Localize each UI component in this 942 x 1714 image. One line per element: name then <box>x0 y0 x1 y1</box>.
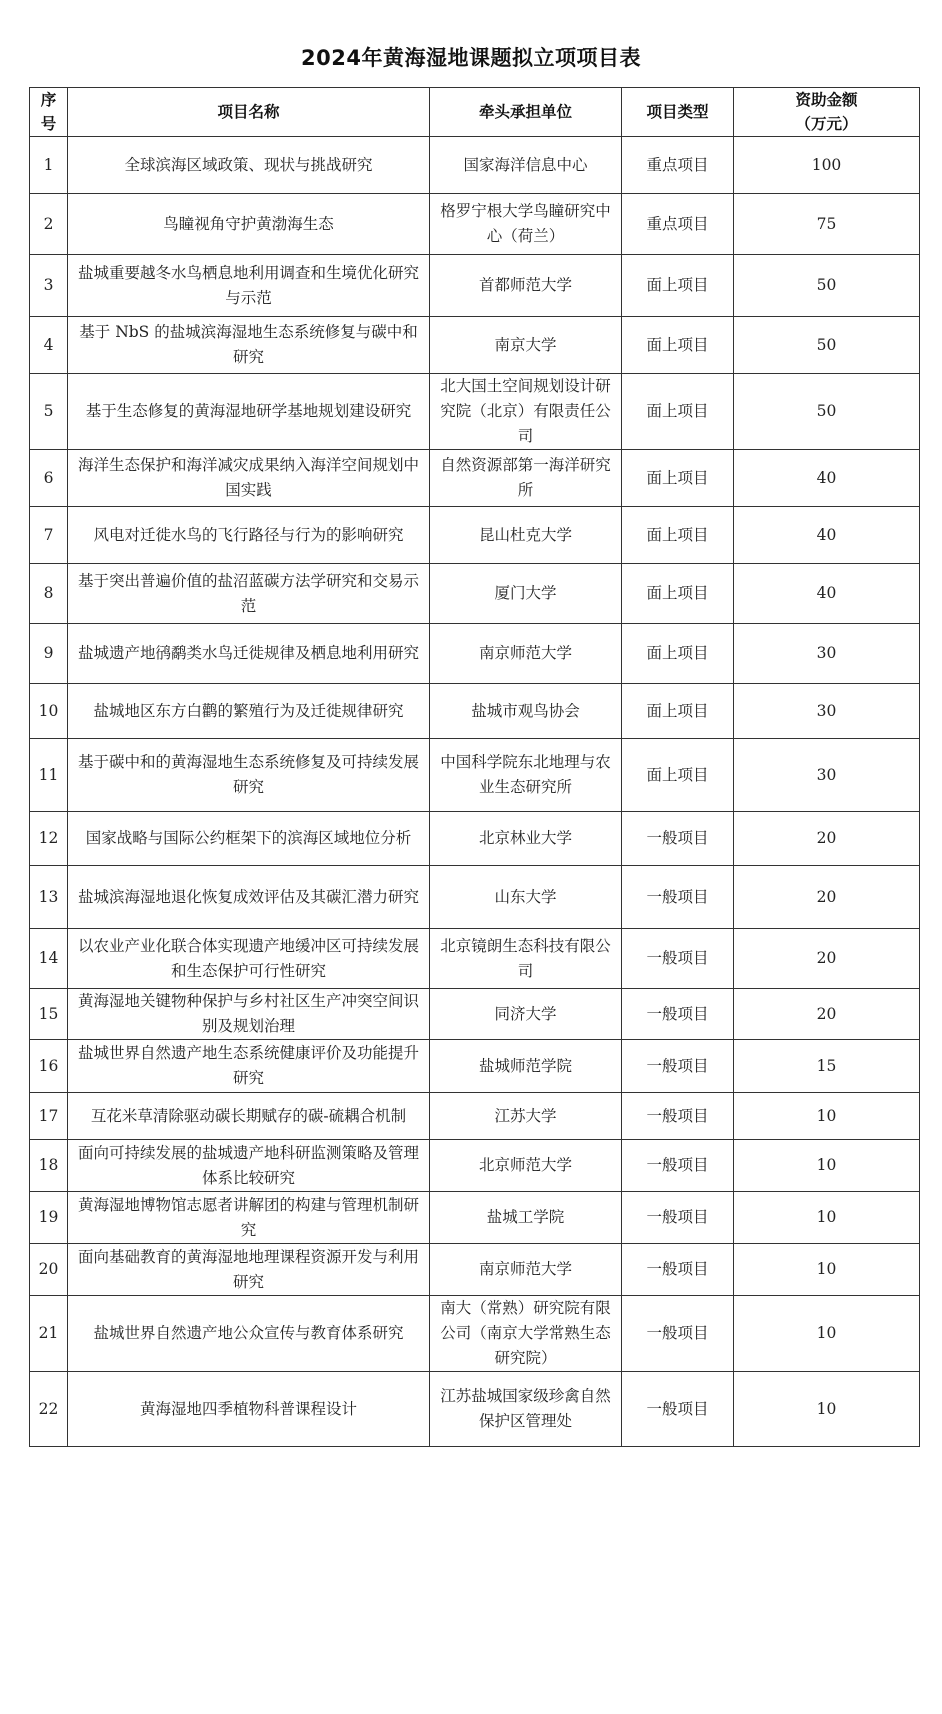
row-funding-amount: 20 <box>734 866 920 929</box>
row-project-type: 一般项目 <box>622 1140 734 1192</box>
row-lead-unit: 江苏盐城国家级珍禽自然保护区管理处 <box>430 1372 622 1447</box>
row-project-name: 盐城重要越冬水鸟栖息地利用调查和生境优化研究与示范 <box>68 255 430 317</box>
row-funding-amount: 20 <box>734 929 920 989</box>
row-project-name: 黄海湿地关键物种保护与乡村社区生产冲突空间识别及规划治理 <box>68 989 430 1040</box>
row-funding-amount: 50 <box>734 374 920 450</box>
table-row <box>30 1372 920 1447</box>
row-funding-amount: 50 <box>734 255 920 317</box>
row-index: 1 <box>30 137 68 194</box>
table-row <box>30 1140 920 1192</box>
row-index: 15 <box>30 989 68 1040</box>
row-index: 8 <box>30 564 68 624</box>
table-header-row <box>30 88 920 137</box>
row-project-type: 一般项目 <box>622 1244 734 1296</box>
row-index: 6 <box>30 450 68 507</box>
table-row <box>30 1296 920 1372</box>
row-project-type: 一般项目 <box>622 1372 734 1447</box>
row-index: 19 <box>30 1192 68 1244</box>
row-project-name: 基于碳中和的黄海湿地生态系统修复及可持续发展研究 <box>68 739 430 812</box>
row-index: 21 <box>30 1296 68 1372</box>
row-lead-unit: 厦门大学 <box>430 564 622 624</box>
row-index: 3 <box>30 255 68 317</box>
row-project-name: 盐城世界自然遗产地公众宣传与教育体系研究 <box>68 1296 430 1372</box>
row-project-name: 基于突出普遍价值的盐沼蓝碳方法学研究和交易示范 <box>68 564 430 624</box>
row-lead-unit: 北京师范大学 <box>430 1140 622 1192</box>
header-type: 项目类型 <box>622 88 734 137</box>
row-project-name: 以农业产业化联合体实现遗产地缓冲区可持续发展和生态保护可行性研究 <box>68 929 430 989</box>
row-lead-unit: 中国科学院东北地理与农业生态研究所 <box>430 739 622 812</box>
row-project-type: 面上项目 <box>622 317 734 374</box>
row-funding-amount: 10 <box>734 1140 920 1192</box>
row-lead-unit: 国家海洋信息中心 <box>430 137 622 194</box>
table-row <box>30 564 920 624</box>
header-name: 项目名称 <box>68 88 430 137</box>
row-project-type: 一般项目 <box>622 812 734 866</box>
header-index-line2: 号 <box>40 115 57 133</box>
row-project-type: 一般项目 <box>622 1192 734 1244</box>
row-project-name: 面向基础教育的黄海湿地地理课程资源开发与利用研究 <box>68 1244 430 1296</box>
table-row <box>30 374 920 450</box>
table-row <box>30 684 920 739</box>
row-project-name: 互花米草清除驱动碳长期赋存的碳-硫耦合机制 <box>68 1093 430 1140</box>
row-project-name: 盐城地区东方白鹳的繁殖行为及迁徙规律研究 <box>68 684 430 739</box>
row-index: 5 <box>30 374 68 450</box>
row-project-name: 黄海湿地博物馆志愿者讲解团的构建与管理机制研究 <box>68 1192 430 1244</box>
table-row <box>30 194 920 255</box>
header-unit: 牵头承担单位 <box>430 88 622 137</box>
table-row <box>30 317 920 374</box>
row-index: 22 <box>30 1372 68 1447</box>
row-lead-unit: 江苏大学 <box>430 1093 622 1140</box>
table-row <box>30 1040 920 1093</box>
row-funding-amount: 50 <box>734 317 920 374</box>
row-project-type: 面上项目 <box>622 739 734 812</box>
table-row <box>30 137 920 194</box>
row-project-type: 重点项目 <box>622 137 734 194</box>
row-lead-unit: 南大（常熟）研究院有限公司（南京大学常熟生态研究院） <box>430 1296 622 1372</box>
row-project-type: 一般项目 <box>622 1296 734 1372</box>
row-index: 7 <box>30 507 68 564</box>
row-lead-unit: 自然资源部第一海洋研究所 <box>430 450 622 507</box>
row-index: 18 <box>30 1140 68 1192</box>
row-funding-amount: 20 <box>734 989 920 1040</box>
row-funding-amount: 10 <box>734 1093 920 1140</box>
row-index: 16 <box>30 1040 68 1093</box>
row-project-name: 面向可持续发展的盐城遗产地科研监测策略及管理体系比较研究 <box>68 1140 430 1192</box>
row-project-type: 面上项目 <box>622 255 734 317</box>
table-row <box>30 1244 920 1296</box>
table-row <box>30 812 920 866</box>
table-row <box>30 450 920 507</box>
row-index: 14 <box>30 929 68 989</box>
row-project-name: 基于生态修复的黄海湿地研学基地规划建设研究 <box>68 374 430 450</box>
row-project-name: 盐城遗产地鸻鹬类水鸟迁徙规律及栖息地利用研究 <box>68 624 430 684</box>
row-index: 4 <box>30 317 68 374</box>
row-project-name: 风电对迁徙水鸟的飞行路径与行为的影响研究 <box>68 507 430 564</box>
project-table <box>29 87 920 1447</box>
table-row <box>30 1192 920 1244</box>
row-lead-unit: 盐城工学院 <box>430 1192 622 1244</box>
row-funding-amount: 40 <box>734 507 920 564</box>
row-funding-amount: 10 <box>734 1372 920 1447</box>
row-lead-unit: 昆山杜克大学 <box>430 507 622 564</box>
row-lead-unit: 北京镜朗生态科技有限公司 <box>430 929 622 989</box>
row-project-name: 国家战略与国际公约框架下的滨海区域地位分析 <box>68 812 430 866</box>
row-project-type: 一般项目 <box>622 1093 734 1140</box>
row-funding-amount: 30 <box>734 739 920 812</box>
row-project-name: 基于 NbS 的盐城滨海湿地生态系统修复与碳中和研究 <box>68 317 430 374</box>
row-lead-unit: 盐城师范学院 <box>430 1040 622 1093</box>
row-lead-unit: 格罗宁根大学鸟瞳研究中心（荷兰） <box>430 194 622 255</box>
row-project-name: 盐城滨海湿地退化恢复成效评估及其碳汇潜力研究 <box>68 866 430 929</box>
row-project-type: 面上项目 <box>622 684 734 739</box>
table-row <box>30 866 920 929</box>
row-project-type: 面上项目 <box>622 450 734 507</box>
row-project-name: 黄海湿地四季植物科普课程设计 <box>68 1372 430 1447</box>
row-lead-unit: 山东大学 <box>430 866 622 929</box>
row-index: 9 <box>30 624 68 684</box>
row-project-name: 全球滨海区域政策、现状与挑战研究 <box>68 137 430 194</box>
row-funding-amount: 30 <box>734 684 920 739</box>
row-project-type: 面上项目 <box>622 374 734 450</box>
row-funding-amount: 40 <box>734 564 920 624</box>
row-project-type: 一般项目 <box>622 866 734 929</box>
row-funding-amount: 10 <box>734 1244 920 1296</box>
table-row <box>30 929 920 989</box>
row-project-type: 面上项目 <box>622 507 734 564</box>
row-funding-amount: 40 <box>734 450 920 507</box>
row-lead-unit: 盐城市观鸟协会 <box>430 684 622 739</box>
row-funding-amount: 10 <box>734 1192 920 1244</box>
row-lead-unit: 南京大学 <box>430 317 622 374</box>
row-index: 2 <box>30 194 68 255</box>
header-index <box>30 88 68 137</box>
row-funding-amount: 100 <box>734 137 920 194</box>
row-funding-amount: 75 <box>734 194 920 255</box>
table-row <box>30 255 920 317</box>
table-row <box>30 1093 920 1140</box>
row-lead-unit: 首都师范大学 <box>430 255 622 317</box>
row-lead-unit: 南京师范大学 <box>430 1244 622 1296</box>
row-funding-amount: 30 <box>734 624 920 684</box>
row-index: 20 <box>30 1244 68 1296</box>
row-lead-unit: 同济大学 <box>430 989 622 1040</box>
row-project-name: 鸟瞳视角守护黄渤海生态 <box>68 194 430 255</box>
header-amount-line1: 资助金额 <box>795 91 858 109</box>
row-project-type: 面上项目 <box>622 564 734 624</box>
table-row <box>30 507 920 564</box>
row-lead-unit: 北大国土空间规划设计研究院（北京）有限责任公司 <box>430 374 622 450</box>
row-project-type: 一般项目 <box>622 989 734 1040</box>
row-index: 10 <box>30 684 68 739</box>
header-amount-line2: （万元） <box>795 115 858 133</box>
table-row <box>30 989 920 1040</box>
row-index: 17 <box>30 1093 68 1140</box>
table-row <box>30 739 920 812</box>
row-project-name: 盐城世界自然遗产地生态系统健康评价及功能提升研究 <box>68 1040 430 1093</box>
row-funding-amount: 20 <box>734 812 920 866</box>
row-lead-unit: 南京师范大学 <box>430 624 622 684</box>
row-funding-amount: 10 <box>734 1296 920 1372</box>
row-project-name: 海洋生态保护和海洋减灾成果纳入海洋空间规划中国实践 <box>68 450 430 507</box>
page-title: 2024年黄海湿地课题拟立项项目表 <box>301 46 641 70</box>
row-funding-amount: 15 <box>734 1040 920 1093</box>
row-index: 12 <box>30 812 68 866</box>
row-index: 11 <box>30 739 68 812</box>
header-index-line1: 序 <box>40 91 57 109</box>
row-project-type: 一般项目 <box>622 1040 734 1093</box>
row-lead-unit: 北京林业大学 <box>430 812 622 866</box>
row-project-type: 重点项目 <box>622 194 734 255</box>
row-index: 13 <box>30 866 68 929</box>
table-row <box>30 624 920 684</box>
row-project-type: 一般项目 <box>622 929 734 989</box>
row-project-type: 面上项目 <box>622 624 734 684</box>
header-amount <box>734 88 920 137</box>
